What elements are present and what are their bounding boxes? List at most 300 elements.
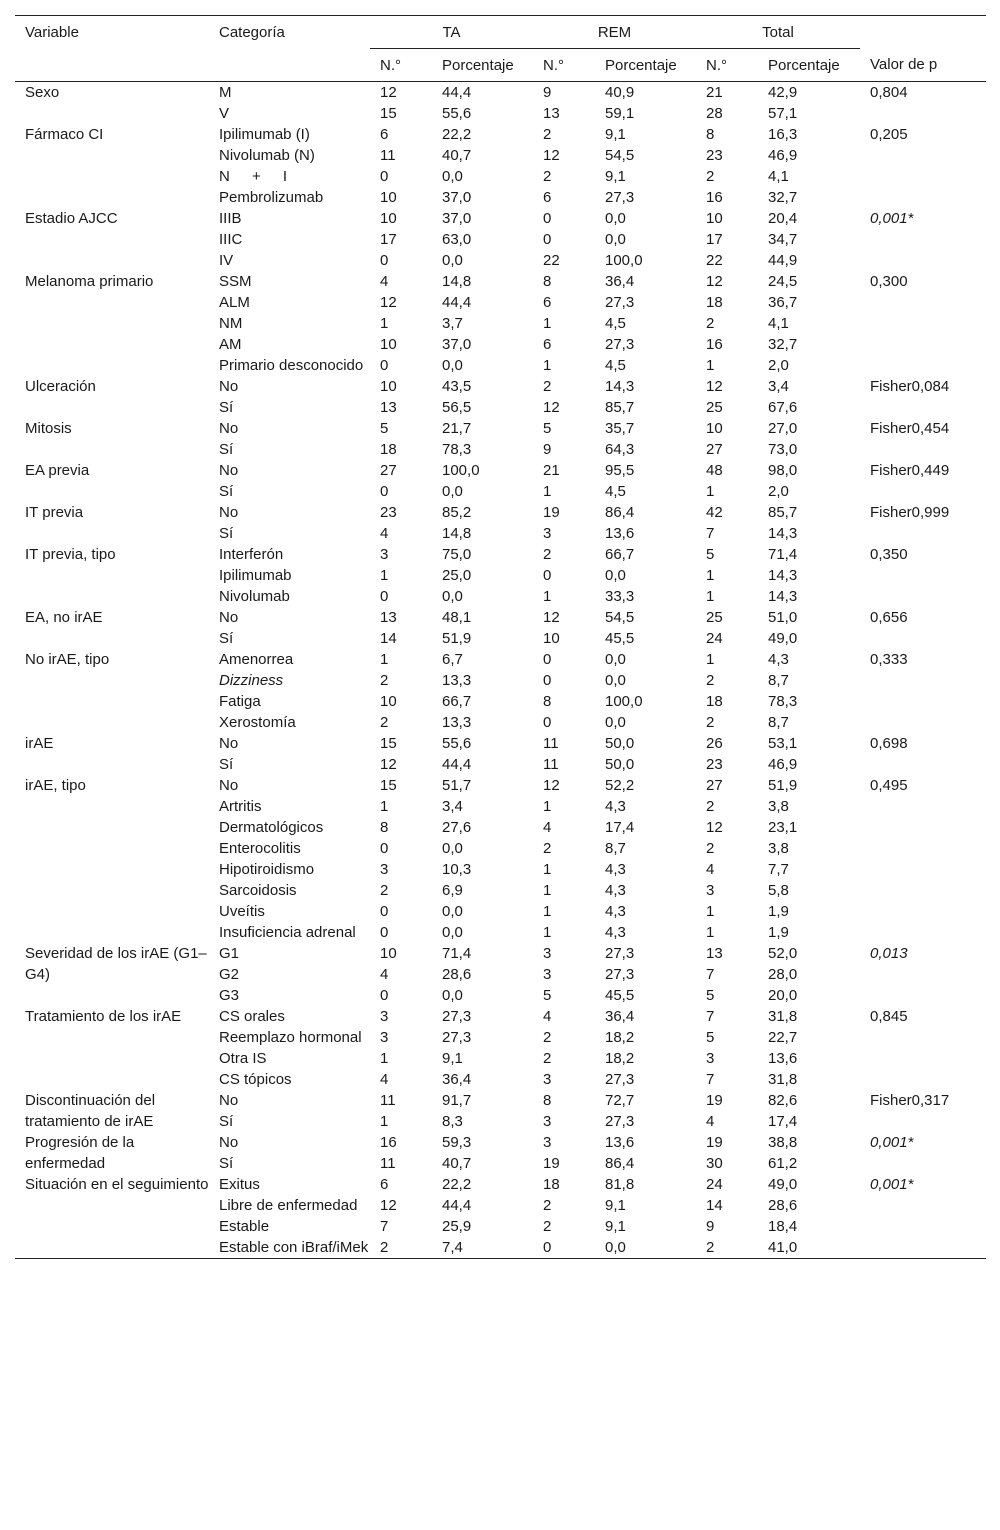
cell-total-n: 16 (706, 336, 723, 353)
cell-ta-pct: 48,1 (442, 609, 472, 626)
cell-rem-pct: 0,0 (605, 672, 626, 689)
cell-rem-n: 2 (543, 840, 552, 857)
cell-valor-p: 0,350 (870, 546, 908, 563)
cell-total-n: 26 (706, 735, 723, 752)
cell-rem-pct: 72,7 (605, 1092, 635, 1109)
cell-total-pct: 14,3 (768, 525, 798, 542)
cell-valor-p: 0,205 (870, 126, 908, 143)
cell-ta-pct: 71,4 (442, 945, 472, 962)
cell-categoria: No (219, 504, 239, 521)
cell-total-n: 3 (706, 1050, 715, 1067)
cell-total-pct: 4,1 (768, 168, 789, 185)
cell-total-n: 48 (706, 462, 723, 479)
cell-valor-p: 0,804 (870, 84, 908, 101)
cell-rem-n: 6 (543, 189, 552, 206)
header-valor-p: Valor de p (870, 56, 938, 74)
cell-total-pct: 14,3 (768, 588, 798, 605)
cell-valor-p: 0,698 (870, 735, 908, 752)
cell-categoria: Estable (219, 1218, 270, 1235)
cell-ta-pct: 0,0 (442, 588, 463, 605)
cell-categoria: Exitus (219, 1176, 260, 1193)
cell-rem-n: 3 (543, 945, 552, 962)
cell-total-pct: 23,1 (768, 819, 798, 836)
cell-ta-pct: 10,3 (442, 861, 472, 878)
cell-rem-n: 1 (543, 861, 552, 878)
cell-total-n: 42 (706, 504, 723, 521)
cell-rem-n: 8 (543, 273, 552, 290)
cell-variable: Ulceración (25, 378, 96, 395)
cell-total-pct: 82,6 (768, 1092, 798, 1109)
cell-ta-n: 0 (380, 903, 389, 920)
header-ta: TA (370, 16, 533, 49)
cell-rem-n: 12 (543, 777, 560, 794)
header-total-n: N.° (706, 56, 727, 74)
cell-variable: No irAE, tipo (25, 651, 110, 668)
cell-valor-p: Fisher0,454 (870, 420, 950, 437)
cell-total-n: 5 (706, 546, 715, 563)
cell-total-pct: 73,0 (768, 441, 798, 458)
cell-categoria: AM (219, 336, 242, 353)
cell-ta-n: 12 (380, 756, 397, 773)
cell-total-pct: 22,7 (768, 1029, 798, 1046)
cell-total-n: 2 (706, 672, 715, 689)
cell-rem-pct: 54,5 (605, 147, 635, 164)
cell-categoria: IIIB (219, 210, 242, 227)
cell-rem-pct: 86,4 (605, 504, 635, 521)
cell-valor-p: 0,300 (870, 273, 908, 290)
cell-total-pct: 71,4 (768, 546, 798, 563)
cell-ta-n: 2 (380, 714, 389, 731)
cell-total-n: 1 (706, 903, 715, 920)
cell-total-pct: 3,8 (768, 840, 789, 857)
header-ta-n: N.° (380, 56, 401, 74)
cell-total-n: 27 (706, 777, 723, 794)
cell-total-n: 12 (706, 378, 723, 395)
cell-valor-p: 0,001* (870, 1134, 914, 1151)
cell-rem-pct: 45,5 (605, 987, 635, 1004)
cell-ta-pct: 14,8 (442, 525, 472, 542)
cell-ta-n: 11 (380, 1092, 396, 1109)
cell-total-pct: 52,0 (768, 945, 798, 962)
cell-rem-n: 6 (543, 336, 552, 353)
cell-categoria: Xerostomía (219, 714, 296, 731)
cell-variable: Progresión de la enfermedad (25, 1134, 135, 1172)
cell-total-pct: 27,0 (768, 420, 798, 437)
cell-categoria: V (219, 105, 230, 122)
cell-rem-n: 19 (543, 504, 560, 521)
cell-categoria: Sí (219, 483, 234, 500)
table-row (15, 460, 986, 481)
cell-total-n: 18 (706, 294, 723, 311)
cell-ta-n: 13 (380, 399, 397, 416)
cell-categoria: Sí (219, 756, 234, 773)
cell-categoria: Enterocolitis (219, 840, 301, 857)
cell-ta-pct: 40,7 (442, 1155, 472, 1172)
table-row (15, 376, 986, 397)
cell-variable: IT previa (25, 504, 84, 521)
cell-ta-n: 23 (380, 504, 397, 521)
cell-ta-n: 0 (380, 168, 389, 185)
cell-rem-pct: 4,5 (605, 483, 626, 500)
header-total: Total (696, 16, 860, 49)
cell-total-n: 14 (706, 1197, 723, 1214)
cell-total-pct: 2,0 (768, 357, 789, 374)
cell-ta-n: 2 (380, 672, 389, 689)
cell-categoria: Sí (219, 1155, 234, 1172)
cell-rem-pct: 4,3 (605, 882, 626, 899)
cell-categoria: Nivolumab (N) (219, 147, 315, 164)
table-row (15, 502, 986, 523)
cell-total-pct: 32,7 (768, 336, 798, 353)
cell-ta-n: 0 (380, 987, 389, 1004)
cell-categoria: Sí (219, 441, 234, 458)
cell-rem-pct: 0,0 (605, 651, 626, 668)
cell-categoria: Nivolumab (219, 588, 290, 605)
cell-ta-pct: 25,0 (442, 567, 472, 584)
cell-ta-pct: 0,0 (442, 252, 463, 269)
cell-ta-pct: 0,0 (442, 840, 463, 857)
cell-rem-n: 9 (543, 441, 552, 458)
cell-rem-n: 2 (543, 1050, 552, 1067)
cell-ta-pct: 14,8 (442, 273, 472, 290)
cell-rem-pct: 52,2 (605, 777, 635, 794)
cell-rem-n: 1 (543, 798, 552, 815)
cell-rem-pct: 4,3 (605, 924, 626, 941)
cell-rem-n: 13 (543, 105, 560, 122)
cell-categoria: Pembrolizumab (219, 189, 324, 206)
cell-rem-pct: 9,1 (605, 126, 626, 143)
cell-rem-pct: 86,4 (605, 1155, 635, 1172)
cell-total-pct: 98,0 (768, 462, 798, 479)
cell-ta-pct: 51,7 (442, 777, 472, 794)
cell-total-n: 1 (706, 651, 715, 668)
cell-ta-n: 12 (380, 294, 397, 311)
cell-ta-pct: 22,2 (442, 126, 472, 143)
cell-categoria: Hipotiroidismo (219, 861, 315, 878)
table-row (15, 1174, 986, 1195)
cell-categoria: ALM (219, 294, 250, 311)
cell-ta-n: 1 (380, 1113, 389, 1130)
cell-total-n: 1 (706, 588, 715, 605)
cell-rem-pct: 50,0 (605, 735, 635, 752)
cell-rem-pct: 100,0 (605, 252, 643, 269)
cell-ta-pct: 44,4 (442, 756, 472, 773)
cell-ta-n: 3 (380, 1029, 389, 1046)
cell-valor-p: 0,845 (870, 1008, 908, 1025)
cell-rem-pct: 40,9 (605, 84, 635, 101)
cell-total-n: 24 (706, 630, 723, 647)
cell-total-pct: 32,7 (768, 189, 798, 206)
cell-rem-n: 8 (543, 1092, 552, 1109)
cell-valor-p: Fisher0,999 (870, 504, 950, 521)
cell-total-pct: 49,0 (768, 1176, 798, 1193)
cell-variable: EA previa (25, 462, 90, 479)
cell-categoria: IIIC (219, 231, 243, 248)
cell-ta-pct: 0,0 (442, 903, 463, 920)
cell-rem-n: 2 (543, 168, 552, 185)
cell-ta-n: 3 (380, 861, 389, 878)
cell-total-pct: 46,9 (768, 756, 798, 773)
cell-variable: EA, no irAE (25, 609, 103, 626)
cell-ta-pct: 85,2 (442, 504, 472, 521)
cell-ta-n: 2 (380, 882, 389, 899)
cell-categoria: Uveítis (219, 903, 265, 920)
cell-categoria: Insuficiencia adrenal (219, 924, 356, 941)
cell-categoria: No (219, 378, 239, 395)
cell-total-pct: 1,9 (768, 924, 789, 941)
cell-total-n: 24 (706, 1176, 723, 1193)
cell-categoria: SSM (219, 273, 252, 290)
cell-total-n: 5 (706, 987, 715, 1004)
cell-ta-n: 1 (380, 1050, 389, 1067)
cell-variable: Tratamiento de los irAE (25, 1008, 182, 1025)
cell-ta-pct: 43,5 (442, 378, 472, 395)
cell-total-n: 9 (706, 1218, 715, 1235)
cell-rem-n: 9 (543, 84, 552, 101)
cell-rem-pct: 4,3 (605, 798, 626, 815)
cell-rem-pct: 27,3 (605, 945, 635, 962)
cell-total-n: 7 (706, 1071, 715, 1088)
cell-categoria: Sí (219, 1113, 234, 1130)
cell-categoria: No (219, 777, 239, 794)
cell-rem-pct: 13,6 (605, 525, 635, 542)
cell-ta-pct: 27,3 (442, 1029, 472, 1046)
cell-valor-p: 0,001* (870, 210, 914, 227)
cell-rem-pct: 18,2 (605, 1050, 635, 1067)
cell-rem-pct: 17,4 (605, 819, 635, 836)
cell-rem-n: 10 (543, 630, 560, 647)
cell-total-n: 7 (706, 1008, 715, 1025)
cell-ta-n: 15 (380, 735, 397, 752)
cell-rem-n: 18 (543, 1176, 560, 1193)
cell-ta-pct: 51,9 (442, 630, 472, 647)
cell-rem-pct: 9,1 (605, 1218, 626, 1235)
cell-total-pct: 38,8 (768, 1134, 798, 1151)
cell-ta-pct: 75,0 (442, 546, 472, 563)
cell-total-n: 7 (706, 966, 715, 983)
cell-total-pct: 51,0 (768, 609, 798, 626)
cell-ta-pct: 0,0 (442, 168, 463, 185)
table-row (15, 544, 986, 565)
cell-categoria: Otra IS (219, 1050, 267, 1067)
cell-rem-pct: 0,0 (605, 1239, 626, 1256)
cell-rem-n: 2 (543, 126, 552, 143)
table-row (15, 943, 986, 964)
cell-total-n: 1 (706, 924, 715, 941)
cell-total-n: 17 (706, 231, 723, 248)
cell-categoria: Dizziness (219, 672, 284, 689)
cell-categoria: No (219, 1092, 239, 1109)
cell-valor-p: Fisher0,084 (870, 378, 950, 395)
cell-total-n: 13 (706, 945, 723, 962)
cell-rem-n: 0 (543, 714, 552, 731)
cell-ta-pct: 37,0 (442, 189, 472, 206)
cell-rem-pct: 18,2 (605, 1029, 635, 1046)
cell-ta-pct: 6,9 (442, 882, 463, 899)
cell-total-pct: 49,0 (768, 630, 798, 647)
cell-ta-pct: 56,5 (442, 399, 472, 416)
cell-total-pct: 5,8 (768, 882, 789, 899)
cell-total-pct: 18,4 (768, 1218, 798, 1235)
cell-categoria: Reemplazo hormonal (219, 1029, 362, 1046)
cell-categoria: No (219, 420, 239, 437)
cell-rem-n: 0 (543, 672, 552, 689)
cell-categoria: Artritis (219, 798, 262, 815)
cell-ta-n: 4 (380, 525, 389, 542)
cell-total-n: 27 (706, 441, 723, 458)
cell-total-pct: 57,1 (768, 105, 798, 122)
cell-ta-pct: 100,0 (442, 462, 480, 479)
cell-total-pct: 2,0 (768, 483, 789, 500)
cell-ta-n: 4 (380, 966, 389, 983)
cell-total-pct: 16,3 (768, 126, 798, 143)
cell-ta-n: 6 (380, 1176, 389, 1193)
cell-categoria: Interferón (219, 546, 284, 563)
cell-ta-n: 2 (380, 1239, 389, 1256)
cell-rem-n: 4 (543, 1008, 552, 1025)
cell-total-n: 28 (706, 105, 723, 122)
cell-rem-pct: 0,0 (605, 210, 626, 227)
cell-variable: Melanoma primario (25, 273, 154, 290)
cell-rem-pct: 13,6 (605, 1134, 635, 1151)
cell-categoria: G3 (219, 987, 240, 1004)
cell-rem-n: 1 (543, 315, 552, 332)
cell-ta-pct: 63,0 (442, 231, 472, 248)
table-row (15, 271, 986, 292)
cell-rem-n: 6 (543, 294, 552, 311)
table-row (15, 82, 986, 104)
cell-total-n: 19 (706, 1092, 723, 1109)
cell-rem-pct: 64,3 (605, 441, 635, 458)
cell-variable: IT previa, tipo (25, 546, 116, 563)
cell-categoria: Sí (219, 525, 234, 542)
cell-ta-pct: 0,0 (442, 924, 463, 941)
header-rem-n: N.° (543, 56, 564, 74)
cell-rem-n: 1 (543, 924, 552, 941)
table-row (15, 1090, 986, 1111)
cell-rem-n: 1 (543, 357, 552, 374)
cell-categoria: Estable con iBraf/iMek (219, 1239, 369, 1256)
cell-rem-pct: 100,0 (605, 693, 643, 710)
cell-rem-n: 12 (543, 147, 560, 164)
cell-ta-pct: 28,6 (442, 966, 472, 983)
cell-categoria: IV (219, 252, 234, 269)
cell-ta-n: 7 (380, 1218, 389, 1235)
cell-categoria: Fatiga (219, 693, 261, 710)
cell-ta-pct: 44,4 (442, 1197, 472, 1214)
cell-ta-pct: 40,7 (442, 147, 472, 164)
cell-total-n: 1 (706, 567, 715, 584)
cell-total-pct: 51,9 (768, 777, 798, 794)
cell-ta-n: 0 (380, 840, 389, 857)
cell-ta-pct: 0,0 (442, 357, 463, 374)
cell-rem-n: 11 (543, 735, 559, 752)
cell-ta-pct: 8,3 (442, 1113, 463, 1130)
cell-valor-p: Fisher0,317 (870, 1092, 950, 1109)
cell-ta-pct: 27,3 (442, 1008, 472, 1025)
cell-total-pct: 4,1 (768, 315, 789, 332)
cell-categoria: N + I (219, 168, 288, 185)
cell-total-pct: 36,7 (768, 294, 798, 311)
cell-total-n: 16 (706, 189, 723, 206)
cell-total-n: 1 (706, 357, 715, 374)
cell-variable: Discontinuación del tratamiento de irAE (25, 1092, 156, 1130)
cell-total-n: 2 (706, 1239, 715, 1256)
cell-ta-pct: 27,6 (442, 819, 472, 836)
cell-ta-n: 13 (380, 609, 397, 626)
cell-ta-n: 4 (380, 1071, 389, 1088)
table-row (15, 733, 986, 754)
table-row (15, 124, 986, 145)
cell-valor-p: Fisher0,449 (870, 462, 950, 479)
cell-categoria: Primario desconocido (219, 357, 364, 374)
cell-ta-pct: 59,3 (442, 1134, 472, 1151)
cell-ta-n: 10 (380, 945, 397, 962)
cell-rem-n: 1 (543, 903, 552, 920)
cell-ta-n: 14 (380, 630, 397, 647)
cell-ta-n: 10 (380, 189, 397, 206)
cell-ta-pct: 78,3 (442, 441, 472, 458)
table-row (15, 1132, 986, 1153)
table-row (15, 418, 986, 439)
cell-ta-n: 27 (380, 462, 397, 479)
cell-rem-n: 1 (543, 588, 552, 605)
cell-rem-pct: 27,3 (605, 1113, 635, 1130)
cell-ta-n: 12 (380, 1197, 397, 1214)
cell-ta-n: 6 (380, 126, 389, 143)
cell-variable: Situación en el seguimiento (25, 1176, 209, 1193)
cell-ta-pct: 44,4 (442, 84, 472, 101)
cell-ta-n: 0 (380, 483, 389, 500)
cell-rem-pct: 33,3 (605, 588, 635, 605)
cell-categoria: Sarcoidosis (219, 882, 297, 899)
cell-ta-pct: 7,4 (442, 1239, 463, 1256)
cell-rem-pct: 9,1 (605, 1197, 626, 1214)
cell-ta-pct: 44,4 (442, 294, 472, 311)
cell-ta-pct: 25,9 (442, 1218, 472, 1235)
cell-rem-n: 0 (543, 231, 552, 248)
cell-ta-n: 0 (380, 357, 389, 374)
cell-categoria: No (219, 735, 239, 752)
cell-rem-pct: 0,0 (605, 567, 626, 584)
cell-total-pct: 31,8 (768, 1071, 798, 1088)
cell-total-n: 1 (706, 483, 715, 500)
cell-rem-n: 2 (543, 1197, 552, 1214)
cell-ta-n: 0 (380, 588, 389, 605)
cell-categoria: Ipilimumab (219, 567, 292, 584)
cell-total-n: 3 (706, 882, 715, 899)
cell-variable: Severidad de los irAE (G1–G4) (25, 945, 207, 983)
cell-rem-n: 0 (543, 567, 552, 584)
cell-total-n: 2 (706, 840, 715, 857)
cell-total-n: 12 (706, 819, 723, 836)
cell-rem-pct: 4,5 (605, 315, 626, 332)
cell-total-pct: 13,6 (768, 1050, 798, 1067)
cell-valor-p: 0,333 (870, 651, 908, 668)
cell-total-pct: 53,1 (768, 735, 798, 752)
cell-rem-pct: 66,7 (605, 546, 635, 563)
cell-categoria: G1 (219, 945, 240, 962)
cell-total-n: 10 (706, 420, 723, 437)
cell-categoria: Libre de enfermedad (219, 1197, 358, 1214)
cell-ta-n: 1 (380, 567, 389, 584)
cell-ta-n: 1 (380, 315, 389, 332)
cell-rem-pct: 27,3 (605, 966, 635, 983)
cell-variable: irAE, tipo (25, 777, 86, 794)
cell-ta-pct: 91,7 (442, 1092, 472, 1109)
cell-rem-pct: 27,3 (605, 189, 635, 206)
cell-categoria: Ipilimumab (I) (219, 126, 310, 143)
